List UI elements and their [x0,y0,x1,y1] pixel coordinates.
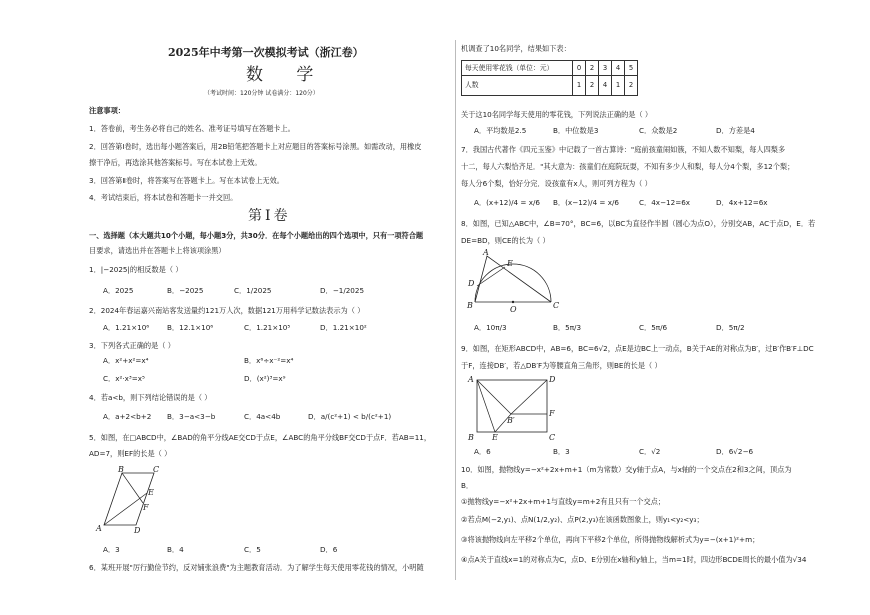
section-title: 第Ⅰ卷 [248,208,291,224]
q4-option-a[interactable]: A．a+2<b+2 [103,412,152,421]
q6-stem: 6．某班开展"厉行勤俭节约，反对铺张浪费"为主题教育活动．为了解学生每天使用零花钱的情况，小明随 [89,563,424,572]
label-d: D [134,526,141,533]
table-cell: 4 [612,61,625,76]
line-ae [104,493,147,525]
q7-option-a[interactable]: A．(x+12)/4 = x/6 [474,198,540,207]
exam-title: 2025年中考第一次模拟考试（浙江卷） [168,46,364,59]
note-3: 3．回答第Ⅱ卷时，将答案写在答题卡上。写在本试卷上无效。 [89,176,284,185]
section-intro-2: 目要求，请选出并在答题卡上将该项涂黑） [89,246,226,255]
q9-line-2: 于F，连接DB′，若△DB′F为等腰直角三角形，则BE的长是（ ） [461,361,662,370]
q8-line-2: DE=BD，则CE的长为（ ） [461,236,550,245]
table-cell: 2 [586,61,599,76]
label-b: B [467,301,473,310]
q7-line-1: 7．我国古代著作《四元玉鉴》中记载了一首古算诗："庭前孩童闹如簇，不知人数不知梨，每人四梨多 [461,145,786,154]
label-e: E [148,488,154,497]
q6-table [461,60,638,96]
table-cell: 2 [586,76,599,96]
label-d: D [468,279,475,288]
center-o [512,301,514,303]
q10-statement-3: ③将该抛物线向左平移2个单位，再向下平移2个单位，所得抛物线解析式为y=−(x+1)²+m； [461,535,760,544]
label-e: E [492,433,498,442]
q5-stem-1: 5．如图，在□ABCD中，∠BAD的角平分线AE交CD于点E，∠ABC的角平分线BF交CD于点F．若AB=11， [89,433,432,442]
q5-parallelogram-figure [92,463,167,533]
q8-option-c[interactable]: C．5π/6 [639,323,668,332]
q3-option-b[interactable]: B．x⁶÷x⁻²=x⁴ [244,356,294,365]
label-d: D [549,375,556,384]
q1-option-c[interactable]: C．1/2025 [234,286,272,295]
table-cell: 4 [599,76,612,96]
table-header-cell: 每天使用零花钱（单位：元） [462,61,573,76]
q3-option-d[interactable]: D．(x²)³=x⁹ [244,374,286,383]
q8-line-1: 8．如图，已知△ABC中，∠B=70°，BC=6，以BC为直径作半圆（圆心为点O），分别交AB，AC于点D，E．若 [461,219,816,228]
q8-option-b[interactable]: B．5π/3 [553,323,582,332]
q2-option-d[interactable]: D．1.21×10² [320,323,367,332]
table-cell: 5 [625,61,638,76]
q10-line-1: 10．如图，抛物线y=−x²+2x+m+1（m为常数）交y轴于点A，与x轴的一个交点在2和3之间，顶点为 [461,465,792,474]
q3-option-c[interactable]: C．x²·x³=x⁵ [103,374,145,383]
q4-option-c[interactable]: C．4a<4b [244,412,281,421]
q6-option-c[interactable]: C．众数是2 [639,126,678,135]
q10-statement-1: ①抛物线y=−x²+2x+m+1与直线y=m+2有且只有一个交点； [461,497,666,506]
label-f: F [143,503,149,512]
q5-option-b[interactable]: B．4 [167,545,184,554]
q7-line-3: 每人分6个梨，恰好分完．设孩童有x人，则可列方程为（ ） [461,179,652,188]
label-b: B [118,465,124,474]
table-row [462,61,638,76]
line-ab-prime [477,380,511,414]
q9-option-c[interactable]: C．√2 [639,447,661,456]
q8-option-a[interactable]: A．10π/3 [474,323,507,332]
q1-option-d[interactable]: D．−1/2025 [320,286,365,295]
note-1: 1．答卷前，考生务必将自己的姓名、准考证号填写在答题卡上。 [89,124,295,133]
exam-info: （考试时间：120分钟 试卷满分：120分） [204,90,319,97]
q8-semicircle-figure [463,246,563,314]
label-b-prime: B′ [507,416,515,425]
table-cell: 1 [573,76,586,96]
q5-option-d[interactable]: D．6 [320,545,338,554]
notes-heading: 注意事项： [89,106,125,115]
q3-option-a[interactable]: A．x²+x²=x⁴ [103,356,149,365]
q1-option-b[interactable]: B．−2025 [167,286,204,295]
q6-option-d[interactable]: D．方差是4 [716,126,755,135]
label-a: A [483,248,489,257]
label-a: A [468,375,474,384]
label-o: O [510,305,517,314]
note-2: 2．回答第Ⅰ卷时，选出每小题答案后，用2B铅笔把答题卡上对应题目的答案标号涂黑。如需改动，用橡皮 [89,142,422,151]
line-de [477,267,505,286]
q5-option-c[interactable]: C．5 [244,545,261,554]
q9-rectangle-figure [463,372,563,444]
table-cell: 0 [573,61,586,76]
parallelogram-abcd [104,473,154,525]
q6-option-b[interactable]: B．中位数是3 [553,126,599,135]
q6-stem-cont: 机调查了10名同学，结果如下表： [461,44,571,53]
label-e: E [507,259,513,268]
right-column [435,0,870,615]
q7-option-d[interactable]: D．4x+12=6x [716,198,768,207]
q1-option-a[interactable]: A．2025 [103,286,134,295]
section-intro-1: 一、选择题（本大题共10个小题，每小题3分，共30分．在每个小题给出的四个选项中，只有一项符合题 [89,231,424,240]
label-c: C [553,301,560,310]
subject-title: 数 学 [246,65,328,85]
line-db-prime [511,380,547,414]
q6-question: 关于这10名同学每天使用的零花钱，下列说法正确的是（ ） [461,110,653,119]
q4-stem: 4．若a<b，则下列结论错误的是（ ） [89,393,212,402]
table-cell: 2 [625,76,638,96]
label-c: C [549,433,556,442]
q1-stem: 1．|−2025|的相反数是（ ） [89,265,183,274]
label-b: B [468,433,474,442]
q4-option-d[interactable]: D．a/(c²+1) < b/(c²+1) [308,412,392,421]
table-cell: 3 [599,61,612,76]
triangle-abc [475,256,551,302]
q5-option-a[interactable]: A．3 [103,545,120,554]
table-row [462,76,638,96]
q10-statement-2: ②若点M(−2,y₁)、点N(1/2,y₂)、点P(2,y₃)在该函数图象上，则y₁<y₂<y₃； [461,515,704,524]
q3-stem: 3．下列各式正确的是（ ） [89,341,175,350]
q9-line-1: 9．如图，在矩形ABCD中，AB=6，BC=6√2，点E是边BC上一动点，B关于AE的对称点为B′，过B′作B′F⊥DC [461,344,814,353]
label-a: A [96,524,102,533]
q10-line-2: B． [461,481,474,490]
q10-statement-4: ④点A关于直线x=1的对称点为C，点D、E分别在x轴和y轴上，当m=1时，四边形BCDE周长的最小值为√34 [461,555,807,564]
q5-stem-2: AD=7，则EF的长是（ ） [89,449,172,458]
table-cell: 1 [612,76,625,96]
q2-option-b[interactable]: B．12.1×10⁶ [167,323,214,332]
label-c: C [153,465,160,474]
q2-option-a[interactable]: A．1.21×10⁶ [103,323,150,332]
q6-option-a[interactable]: A．平均数是2.5 [474,126,527,135]
label-f: F [549,409,555,418]
q9-option-a[interactable]: A．6 [474,447,491,456]
q9-option-b[interactable]: B．3 [553,447,570,456]
q2-stem: 2．2024年春运嘉兴南站客发送量约121万人次，数据121万用科学记数法表示为（ ） [89,306,365,315]
q7-option-c[interactable]: C．4x−12=6x [639,198,691,207]
q4-option-b[interactable]: B．3−a<3−b [167,412,216,421]
q7-option-b[interactable]: B．(x−12)/4 = x/6 [553,198,619,207]
q9-option-d[interactable]: D．6√2−6 [716,447,754,456]
semicircle [475,264,551,302]
line-ae [477,380,495,432]
table-header-cell: 人数 [462,76,573,96]
note-2-cont: 擦干净后，再选涂其他答案标号。写在本试卷上无效。 [89,158,262,167]
q2-option-c[interactable]: C．1.21×10⁵ [244,323,291,332]
q7-line-2: 十二，每人六梨恰齐足．"其大意为：孩童们在庭院玩耍，不知有多少人和梨，每人分4个梨，多12个梨； [461,162,795,171]
note-4: 4．考试结束后，将本试卷和答题卡一并交回。 [89,193,238,202]
q8-option-d[interactable]: D．5π/2 [716,323,745,332]
line-bf [122,473,143,503]
